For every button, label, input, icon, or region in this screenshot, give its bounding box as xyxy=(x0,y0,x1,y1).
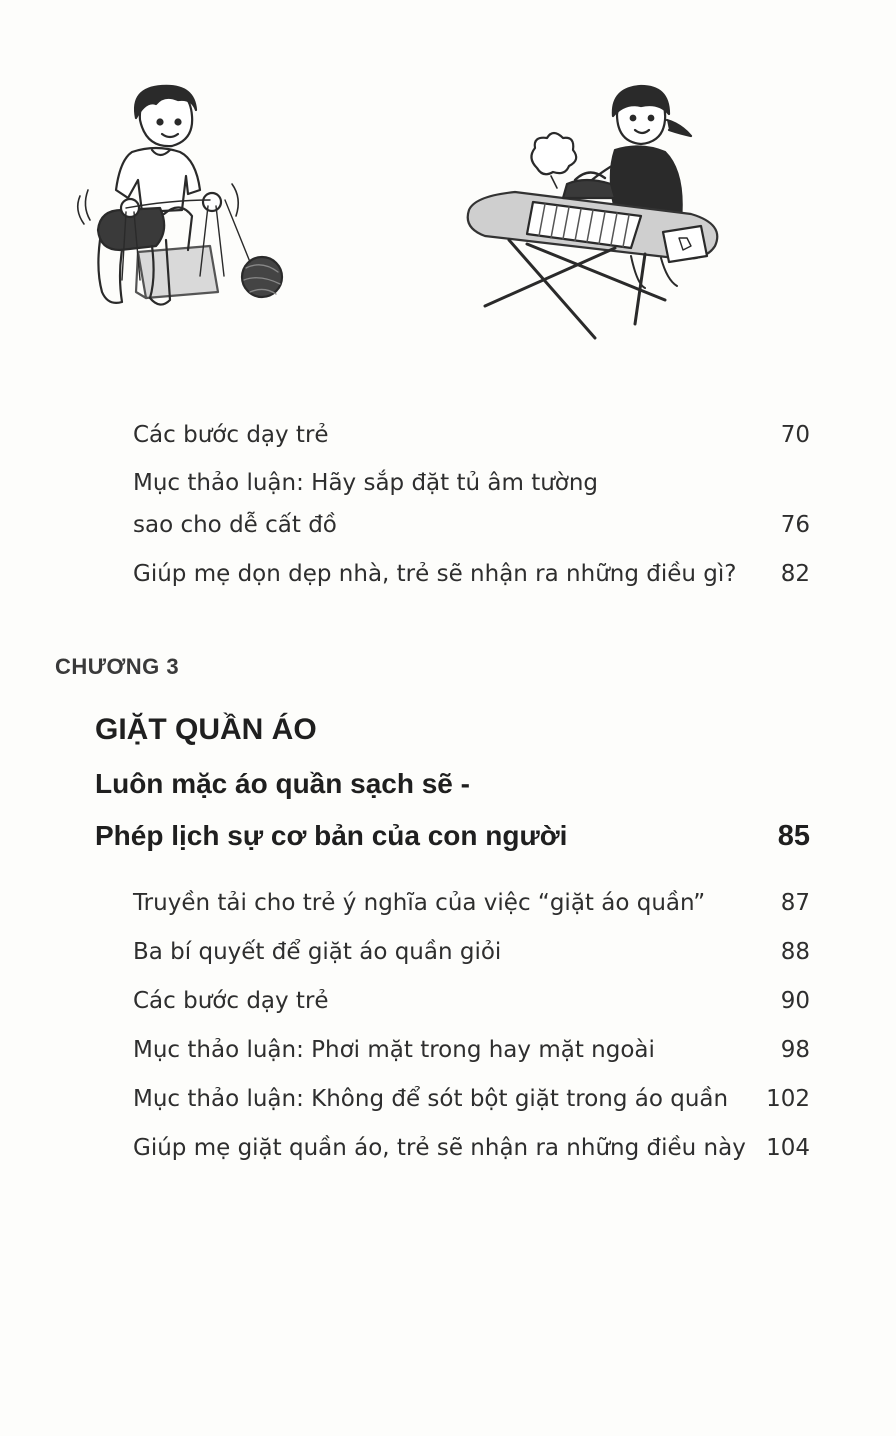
toc-entry[interactable] xyxy=(133,1084,810,1114)
toc-entry[interactable] xyxy=(133,559,810,589)
toc-entry[interactable] xyxy=(133,986,810,1016)
chapter-subtitle-line2[interactable] xyxy=(95,820,810,852)
toc-entry-title: Các bước dạy trẻ xyxy=(133,988,329,1014)
toc-entry-page: 98 xyxy=(780,1037,810,1063)
toc-entry-title: Giúp mẹ dọn dẹp nhà, trẻ sẽ nhận ra những điều gì? xyxy=(133,561,737,587)
toc-entry-page: 76 xyxy=(780,512,810,538)
toc-entry-page: 88 xyxy=(780,939,810,965)
toc-entry-title: sao cho dễ cất đồ xyxy=(133,512,337,538)
toc-entry-page: 102 xyxy=(766,1086,810,1112)
toc-entry[interactable] xyxy=(133,1133,810,1163)
toc-entry-page: 70 xyxy=(780,422,810,448)
toc-entry-page: 87 xyxy=(780,890,810,916)
chapter-title[interactable]: GIẶT QUẦN ÁO xyxy=(95,713,317,746)
toc-entry-title: Ba bí quyết để giặt áo quần giỏi xyxy=(133,939,502,965)
toc-entry-title: Giúp mẹ giặt quần áo, trẻ sẽ nhận ra những điều này xyxy=(133,1135,746,1161)
toc-entry-title: Mục thảo luận: Phơi mặt trong hay mặt ngoài xyxy=(133,1037,655,1063)
toc-entry-line1[interactable] xyxy=(133,468,810,498)
chapter-subtitle-text: Phép lịch sự cơ bản của con người xyxy=(95,820,568,851)
toc-entry-page: 82 xyxy=(780,561,810,587)
toc-entry-page: 104 xyxy=(766,1135,810,1161)
girl-ironing-illustration xyxy=(455,80,765,350)
chapter-page: 85 xyxy=(777,820,810,852)
toc-entry-title: Truyền tải cho trẻ ý nghĩa của việc “giặt áo quần” xyxy=(133,890,706,916)
boy-winding-yarn-illustration xyxy=(60,80,310,320)
chapter-label: CHƯƠNG 3 xyxy=(55,654,180,679)
toc-entry-line2[interactable] xyxy=(133,510,810,540)
toc-entry[interactable] xyxy=(133,1035,810,1065)
toc-entry[interactable] xyxy=(133,420,810,450)
toc-entry[interactable] xyxy=(133,888,810,918)
toc-entry-title: Mục thảo luận: Hãy sắp đặt tủ âm tường xyxy=(133,470,599,496)
chapter-subtitle-line1[interactable] xyxy=(95,768,810,800)
toc-entry-title: Mục thảo luận: Không để sót bột giặt trong áo quần xyxy=(133,1086,729,1112)
toc-entry[interactable] xyxy=(133,937,810,967)
chapter-subtitle-text: Luôn mặc áo quần sạch sẽ - xyxy=(95,768,470,799)
toc-entry-title: Các bước dạy trẻ xyxy=(133,422,329,448)
toc-entry-page: 90 xyxy=(780,988,810,1014)
